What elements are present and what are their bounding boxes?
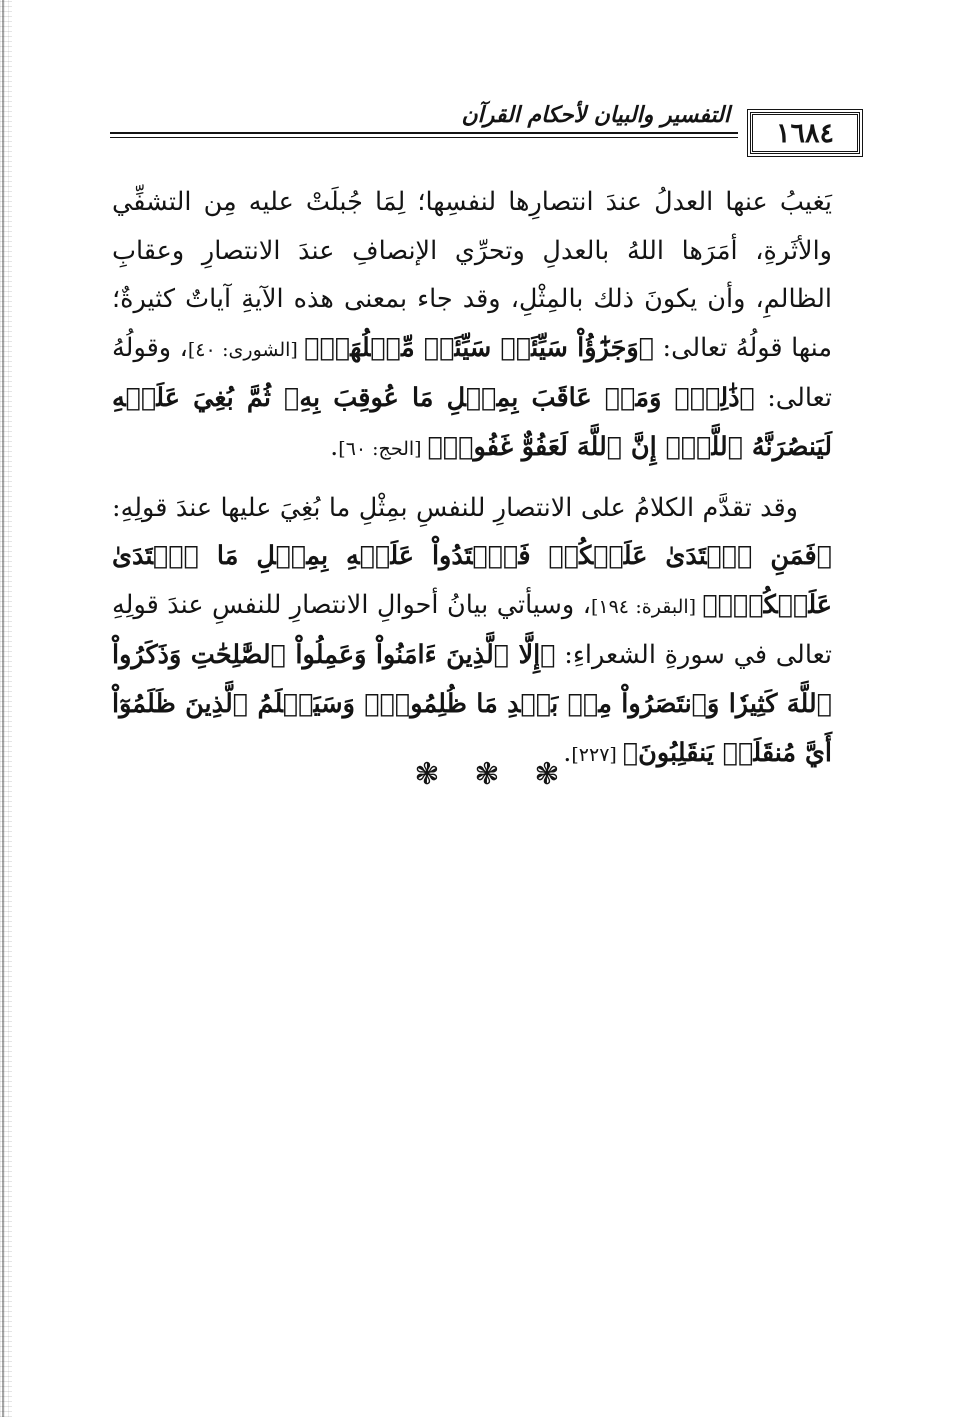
scan-edge-line xyxy=(2,0,4,1417)
verse-reference: [البقرة: ١٩٤] xyxy=(590,595,703,618)
paragraph-2 xyxy=(112,484,832,780)
body-text: يَغيبُ عنها العدلُ عندَ انتصارِها لنفسِها؛ لِمَا جُبلَتْ عليه مِن التشفِّي والأثَرةِ، أمَرَها اللهُ بالعدلِ وتحرِّي الإنصافِ عندَ الانتصارِ وعقابِ الظالمِ، وأن يكونَ ذلك بالمِثْلِ، وقد جاء بمعنى هذه الآيةِ آياتٌ كثيرةٌ؛ منها قولُهُ تعالى: xyxy=(112,187,832,363)
verse-reference: [الشورى: ٤٠] xyxy=(187,338,305,361)
section-end-ornaments xyxy=(0,757,974,800)
body-text: . xyxy=(563,737,572,768)
flower-ornament-icon: ❃ xyxy=(534,757,560,792)
verse-reference: [٢٢٧] xyxy=(571,743,623,766)
paragraph-1 xyxy=(112,178,832,474)
verse-reference: [الحج: ٦٠] xyxy=(338,437,428,460)
quran-verse: ﴿إِلَّا ٱلَّذِينَ ءَامَنُواْ وَعَمِلُواْ ٱلصَّٰلِحَٰتِ وَذَكَرُواْ ٱللَّهَ كَثِيرٗا وَٱنتَصَرُواْ مِنۢ بَعۡدِ مَا ظُلِمُواْۗ وَسَيَعۡلَمُ ٱلَّذِينَ ظَلَمُوٓاْ أَيَّ مُنقَلَبٖ يَنقَلِبُونَ﴾ xyxy=(112,640,832,768)
page-header xyxy=(110,100,860,158)
quran-verse: ﴿فَمَنِ ٱعۡتَدَىٰ عَلَيۡكُمۡ فَٱعۡتَدُواْ عَلَيۡهِ بِمِثۡلِ مَا ٱعۡتَدَىٰ عَلَيۡكُمۡۚ﴾ xyxy=(112,541,833,620)
quran-verse: ﴿وَجَزَٰٓؤُاْ سَيِّئَةٖ سَيِّئَةٞ مِّثۡلُهَاۖ﴾ xyxy=(304,332,655,363)
body-text: ، وقولُهُ تعالى: xyxy=(112,332,833,414)
main-text xyxy=(112,178,832,779)
page-number: ١٦٨٤ xyxy=(750,112,860,154)
flower-ornament-icon: ❃ xyxy=(474,757,500,792)
body-text: وقد تقدَّم الكلامُ على الانتصارِ للنفسِ بمِثْلِ ما بُغِيَ عليها عندَ قولِهِ: xyxy=(112,492,798,523)
header-rule-thin xyxy=(110,137,738,138)
quran-verse: ﴿ذَٰلِكَۖ وَمَنۡ عَاقَبَ بِمِثۡلِ مَا عُوقِبَ بِهِۦ ثُمَّ بُغِيَ عَلَيۡهِ لَيَنصُرَنَّهُ ٱللَّهُۚ إِنَّ ٱللَّهَ لَعَفُوٌّ غَفُورٞ﴾ xyxy=(112,383,832,462)
body-text: . xyxy=(330,431,339,462)
flower-ornament-icon: ❃ xyxy=(414,757,440,792)
header-rule xyxy=(110,132,738,134)
book-title: التفسير والبيان لأحكام القرآن xyxy=(461,102,730,128)
body-text: ، وسيأتي بيانُ أحوالِ الانتصارِ للنفسِ عندَ قولِهِ تعالى في سورةِ الشعراءِ: xyxy=(112,589,832,671)
